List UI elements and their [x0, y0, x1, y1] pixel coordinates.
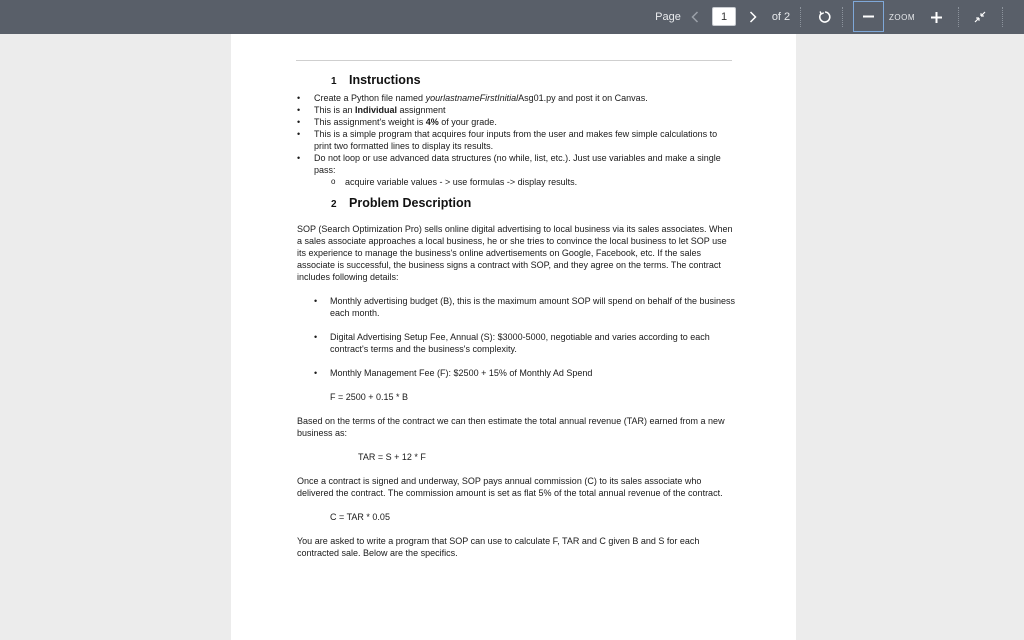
next-page-button[interactable]	[744, 0, 762, 34]
list-item: • Digital Advertising Setup Fee, Annual (S): $3000-5000, negotiable and varies according to each contract's terms and the business's complexity.	[297, 331, 737, 355]
page-total: of 2	[771, 11, 791, 23]
section-number: 2	[331, 199, 337, 210]
intro-paragraph: SOP (Search Optimization Pro) sells online digital advertising to local business via its sales associates. When a sales associate approaches a local business, he or she tries to convince the local business to let SOP use its experience to manage the business's online advertisements on Google, Facebook, etc. If the sales associate is successful, the business signs a contract with SOP, and they agree on the terms. The contract includes following details:	[297, 224, 733, 282]
list-item: • This is a simple program that acquires four inputs from the user and makes few simple calculations to print two formatted lines to display its results.	[297, 128, 737, 152]
chevron-right-icon	[749, 11, 757, 23]
previous-page-button[interactable]	[686, 0, 704, 34]
tar-paragraph: Based on the terms of the contract we can then estimate the total annual revenue (TAR) earned from a new business as:	[297, 416, 725, 438]
section-number: 1	[331, 76, 337, 87]
formula-tar: TAR = S + 12 * F	[358, 452, 426, 462]
rotate-button[interactable]	[812, 0, 838, 34]
instructions-list	[297, 92, 737, 176]
section-title: Instructions	[349, 73, 421, 87]
toolbar-divider	[1002, 7, 1003, 27]
formula-c: C = TAR * 0.05	[330, 512, 390, 522]
page-content	[297, 72, 737, 559]
document-page	[231, 34, 796, 640]
toolbar-divider	[958, 7, 959, 27]
current-page-input[interactable]	[712, 7, 736, 26]
minus-icon	[863, 15, 874, 18]
list-item: • This assignment's weight is 4% of your grade.	[297, 116, 737, 128]
page-label: Page	[655, 11, 681, 23]
collapse-fullscreen-button[interactable]	[966, 0, 994, 34]
list-item: • This is an Individual assignment	[297, 104, 737, 116]
list-item: • Create a Python file named yourlastnameFirstInitialAsg01.py and post it on Canvas.	[297, 92, 737, 104]
zoom-in-button[interactable]	[924, 0, 948, 34]
contract-details-list	[297, 295, 737, 379]
sub-list-item: o acquire variable values - > use formulas -> display results.	[297, 176, 737, 188]
rotate-icon	[818, 10, 832, 24]
list-item: • Do not loop or use advanced data structures (no while, list, etc.). Just use variables and make a single pass:	[297, 152, 737, 176]
pdf-toolbar	[0, 0, 1024, 34]
section-heading-problem-description	[297, 195, 737, 213]
toolbar-divider	[800, 7, 801, 27]
header-rule	[296, 60, 732, 61]
chevron-left-icon	[691, 11, 699, 23]
collapse-arrows-icon	[974, 11, 986, 23]
section-heading-instructions	[297, 72, 737, 90]
list-item: • Monthly Management Fee (F): $2500 + 15% of Monthly Ad Spend	[297, 367, 737, 379]
closing-paragraph: You are asked to write a program that SOP can use to calculate F, TAR and C given B and S for each contracted sale. Below are the specifics.	[297, 536, 700, 558]
toolbar-divider	[842, 7, 843, 27]
commission-paragraph: Once a contract is signed and underway, SOP pays annual commission (C) to its sales associate who delivered the contract. The commission amount is set as flat 5% of the total annual revenue of the contract.	[297, 476, 723, 498]
formula-f: F = 2500 + 0.15 * B	[330, 392, 409, 402]
section-title: Problem Description	[349, 196, 472, 210]
list-item: • Monthly advertising budget (B), this is the maximum amount SOP will spend on behalf of the business each month.	[297, 295, 737, 319]
zoom-label: ZOOM	[889, 12, 915, 22]
plus-icon	[931, 12, 942, 23]
zoom-out-button[interactable]	[853, 1, 884, 32]
